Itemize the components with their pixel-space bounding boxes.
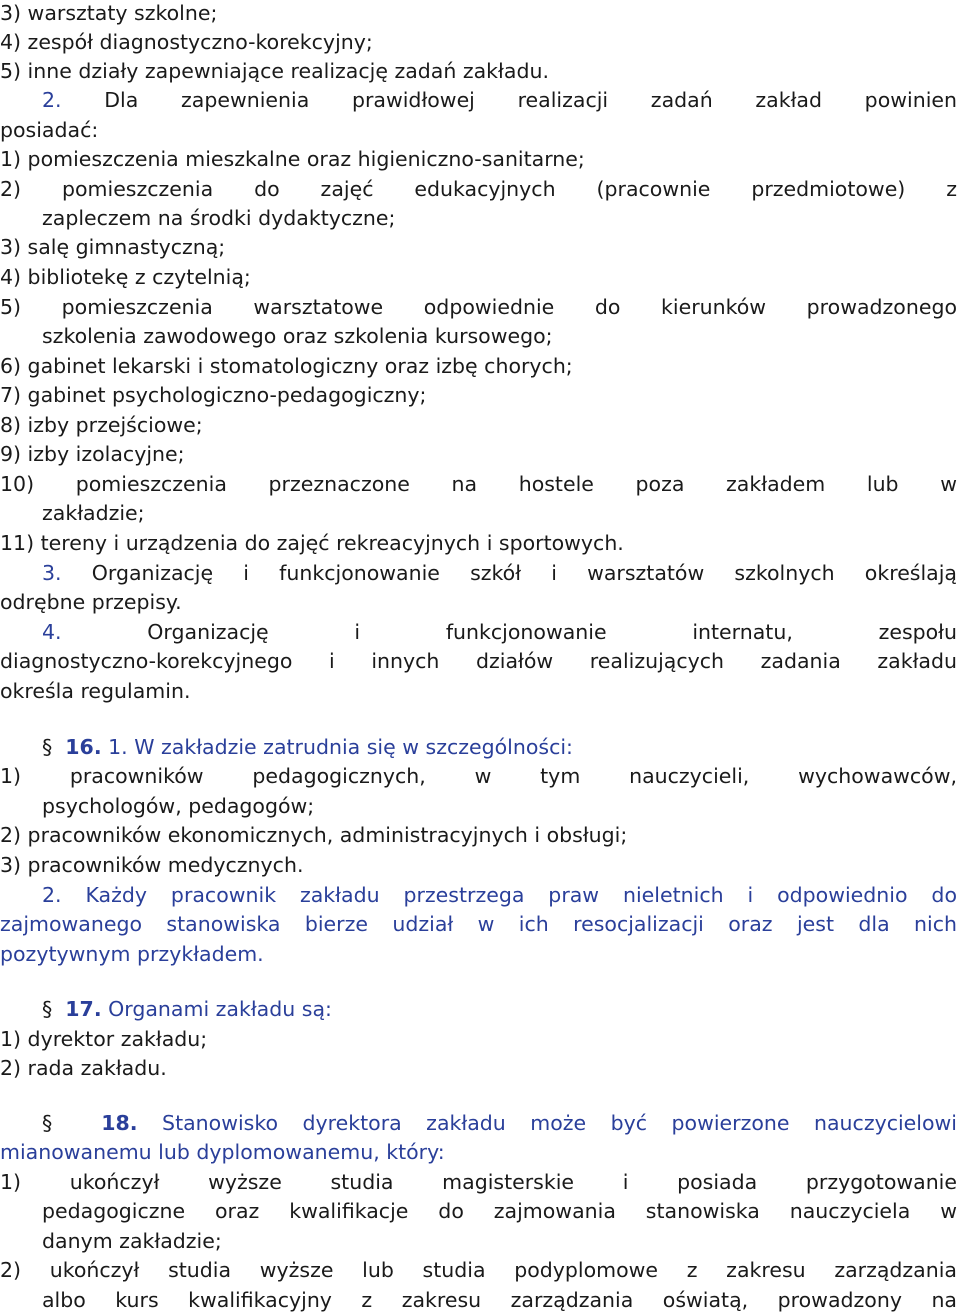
section-mark: § [42,735,53,759]
paragraph-text: Organami zakładu są: [101,997,332,1021]
paragraph-line [42,881,957,910]
list-item: 1) pomieszczenia mieszkalne oraz higieniczno-sanitarne; [0,147,585,171]
section-heading-16 [42,733,960,762]
paragraph-text: Organizację i funkcjonowanie internatu, zespołu [61,620,957,644]
paragraph-line: pozytywnym przykładem. [0,942,264,966]
list-item: 3) warsztaty szkolne; [0,1,218,25]
list-item-continuation: zapleczem na środki dydaktyczne; [42,206,396,230]
section-heading-18 [42,1109,957,1138]
paragraph-line: mianowanemu lub dyplomowanemu, który: [0,1140,445,1164]
list-item: 1) dyrektor zakładu; [0,1027,208,1051]
section-number: 18. [101,1111,138,1135]
paragraph-text: Każdy pracownik zakładu przestrzega praw nieletnich i odpowiednio do [61,883,957,907]
list-item: 3) pracowników medycznych. [0,853,304,877]
paragraph-number: 2. [42,883,62,907]
paragraph-text: Dla zapewnienia prawidłowej realizacji zadań zakład powinien [61,88,957,112]
section-number: 16. [65,735,102,759]
list-item: 2) pomieszczenia do zajęć edukacyjnych (pracownie przedmiotowe) z [0,177,957,201]
list-item: 4) bibliotekę z czytelnią; [0,265,251,289]
paragraph-text: Organizację i funkcjonowanie szkół i warsztatów szkolnych określają [61,561,957,585]
section-heading-17 [42,995,960,1024]
list-item-continuation: zakładzie; [42,501,145,525]
paragraph-line: zajmowanego stanowiska bierze udział w ich resocjalizacji oraz jest dla nich [0,912,957,936]
list-item: 5) pomieszczenia warsztatowe odpowiednie do kierunków prowadzonego [0,295,957,319]
list-item: 2) pracowników ekonomicznych, administracyjnych i obsługi; [0,823,628,847]
paragraph-line [42,86,957,115]
paragraph-line: odrębne przepisy. [0,590,182,614]
paragraph-line: posiadać: [0,118,99,142]
section-number: 17. [65,997,102,1021]
list-item: 10) pomieszczenia przeznaczone na hostele poza zakładem lub w [0,472,957,496]
paragraph-line: określa regulamin. [0,679,191,703]
paragraph-number: 3. [42,561,62,585]
paragraph-line [42,618,957,647]
list-item-continuation: albo kurs kwalifikacyjny z zakresu zarządzania oświatą, prowadzony na [42,1288,957,1312]
paragraph-text: W zakładzie zatrudnia się w szczególności: [127,735,573,759]
list-item: 2) rada zakładu. [0,1056,167,1080]
section-mark: § [42,997,53,1021]
list-item: 6) gabinet lekarski i stomatologiczny oraz izbę chorych; [0,354,573,378]
list-item-continuation: pedagogiczne oraz kwalifikacje do zajmowania stanowiska nauczyciela w [42,1199,957,1223]
list-item-continuation: psychologów, pedagogów; [42,794,315,818]
list-item: 1) pracowników pedagogicznych, w tym nauczycieli, wychowawców, [0,764,957,788]
paragraph-text: Stanowisko dyrektora zakładu może być powierzone nauczycielowi [137,1111,957,1135]
paragraph-line: diagnostyczno-korekcyjnego i innych działów realizujących zadania zakładu [0,649,957,673]
paragraph-number: 4. [42,620,62,644]
list-item: 4) zespół diagnostyczno-korekcyjny; [0,30,373,54]
list-item-continuation: danym zakładzie; [42,1229,222,1253]
list-item: 1) ukończył wyższe studia magisterskie i posiada przygotowanie [0,1170,957,1194]
paragraph-number: 2. [42,88,62,112]
list-item: 3) salę gimnastyczną; [0,235,226,259]
list-item: 9) izby izolacyjne; [0,442,185,466]
paragraph-line [42,559,957,588]
list-item: 5) inne działy zapewniające realizację zadań zakładu. [0,59,549,83]
list-item: 11) tereny i urządzenia do zajęć rekreacyjnych i sportowych. [0,531,624,555]
list-item: 8) izby przejściowe; [0,413,203,437]
list-item-continuation: szkolenia zawodowego oraz szkolenia kursowego; [42,324,553,348]
section-mark: § [42,1111,53,1135]
paragraph-number: 1. [101,735,128,759]
list-item: 2) ukończył studia wyższe lub studia podyplomowe z zakresu zarządzania [0,1258,957,1282]
list-item: 7) gabinet psychologiczno-pedagogiczny; [0,383,427,407]
